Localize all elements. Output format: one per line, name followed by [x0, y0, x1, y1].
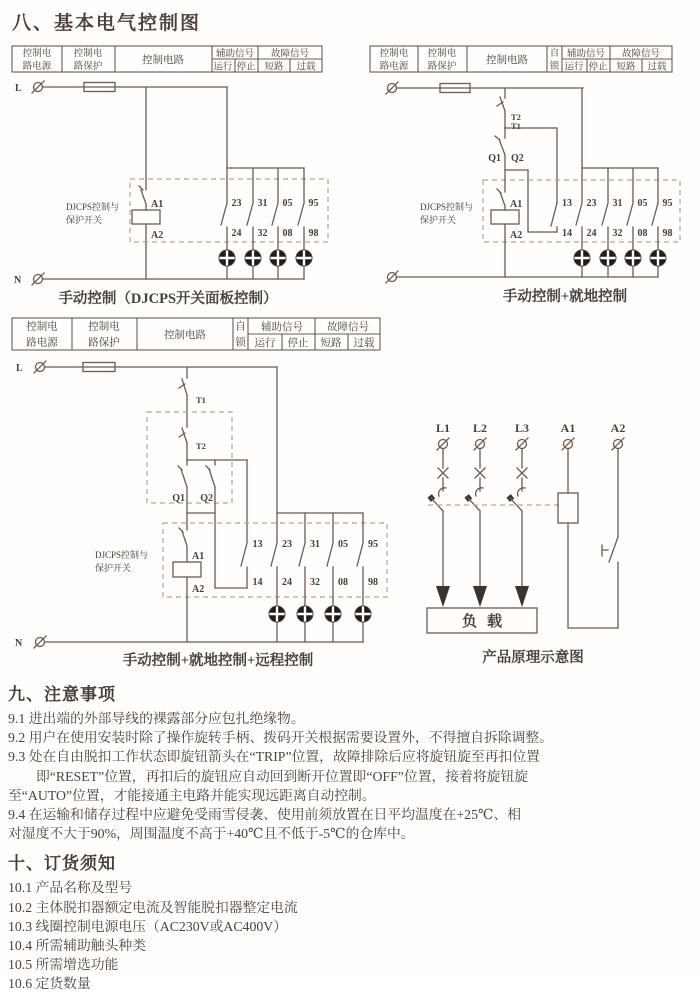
svg-text:停止: 停止: [236, 62, 256, 73]
coil-icon: [491, 210, 519, 224]
svg-text:05: 05: [282, 198, 293, 209]
svg-text:短路: 短路: [320, 338, 342, 349]
svg-text:31: 31: [310, 539, 320, 550]
svg-text:L2: L2: [472, 421, 488, 435]
terminal-labels: [436, 421, 625, 435]
svg-text:24: 24: [586, 228, 597, 239]
header-power: 控制电: [22, 49, 52, 59]
svg-text:13: 13: [252, 539, 263, 550]
indicator-lamp-icon: [219, 250, 235, 266]
schematic-caption: 产品原理示意图: [482, 650, 584, 666]
line-n-label: N: [15, 638, 23, 649]
svg-text:13: 13: [562, 198, 572, 209]
indicator-lamp-icon: [355, 606, 371, 622]
svg-text:32: 32: [310, 577, 320, 588]
header-circuit: 控制电路: [486, 55, 528, 66]
indicator-lamp-icon: [574, 250, 590, 266]
line-l-label: L: [16, 363, 23, 374]
pole-l1: [427, 438, 450, 607]
note-line: 9.2 用户在使用安装时除了操作旋转手柄、拨码开关根据需要设置外，不得擅自拆除调整。: [8, 730, 553, 746]
device-label: DJCPS控制与: [420, 202, 474, 212]
svg-text:路保护: 路保护: [427, 62, 457, 72]
coil-a2-label: A2: [192, 584, 205, 595]
coil-a1-label: A1: [151, 199, 164, 210]
indicator-lamp-icon: [269, 606, 285, 622]
svg-text:运行: 运行: [564, 62, 584, 73]
selflock-feed: [505, 128, 557, 203]
q1-label: Q1: [488, 153, 501, 164]
header-aux: 辅助信号: [261, 322, 303, 333]
svg-text:32: 32: [612, 228, 623, 239]
header-selflock: 自: [235, 321, 246, 333]
svg-text:运行: 运行: [254, 338, 276, 349]
svg-text:短路: 短路: [264, 62, 284, 73]
aux-contact: [609, 449, 618, 629]
device-label: DJCPS控制与: [66, 202, 120, 212]
svg-text:23: 23: [586, 198, 597, 209]
header-selflock: 自: [549, 49, 560, 59]
indicator-lamp-icon: [625, 250, 641, 266]
coil-a1-label: A1: [510, 199, 523, 210]
page-title: 八、基本电气控制图: [12, 13, 202, 34]
note-line: 9.3 处在自由脱扣工作状态即旋钮箭头在“TRIP”位置，故障排除后应将旋钮旋至再扣位置: [8, 749, 540, 765]
load-arrow-icon: [515, 586, 529, 607]
function-header-table: [12, 318, 380, 350]
coil-icon: [173, 562, 201, 577]
svg-text:98: 98: [368, 577, 378, 588]
svg-text:23: 23: [231, 198, 242, 209]
function-header-table: [370, 46, 672, 73]
coil-a2-label: A2: [151, 230, 164, 241]
header-power: 控制电: [379, 49, 409, 59]
indicator-lamp-icon: [325, 606, 341, 622]
circuit-lines: [15, 361, 387, 649]
contact-13-14: [551, 203, 557, 232]
header-protection: 控制电: [88, 321, 120, 333]
pole-l2: [464, 438, 487, 607]
header-power: 控制电: [26, 321, 58, 333]
svg-text:24: 24: [231, 228, 242, 239]
circuit-lines: [14, 81, 328, 286]
svg-text:过载: 过载: [353, 338, 375, 349]
svg-text:过载: 过载: [647, 62, 667, 73]
diagram1-caption: 手动控制（DJCPS开关面板控制）: [58, 291, 278, 307]
notes-section: [8, 680, 696, 994]
svg-text:L1: L1: [435, 421, 451, 435]
svg-text:短路: 短路: [616, 62, 636, 73]
indicator-lamp-icon: [245, 250, 261, 266]
coil-a2-label: A2: [510, 230, 523, 241]
coil-icon: [132, 210, 160, 224]
product-principle-schematic: [400, 410, 700, 677]
q1-switch: [178, 460, 187, 513]
indicator-lamp-icon: [297, 606, 313, 622]
ordering-item: 10.3 线圈控制电源电压（AC230V或AC400V）: [8, 918, 288, 934]
indicator-lamp-icon: [600, 250, 616, 266]
coil-a1-label: A1: [192, 551, 205, 562]
q2-switch: [206, 460, 247, 588]
branch-05-08: [270, 168, 293, 279]
svg-text:08: 08: [282, 228, 293, 239]
header-circuit: 控制电路: [164, 330, 206, 341]
svg-text:路电源: 路电源: [26, 337, 58, 349]
branch-95-98: [296, 168, 319, 279]
function-header-table: [12, 46, 322, 73]
svg-text:路电源: 路电源: [22, 62, 52, 72]
svg-text:路保护: 路保护: [88, 337, 120, 349]
ordering-item: 10.6 定货数量: [8, 976, 91, 992]
note-line: 9.4 在运输和储存过程中应避免受雨雪侵袭、使用前须放置在日平均温度在+25℃、相: [8, 807, 522, 823]
svg-text:05: 05: [637, 198, 648, 209]
header-aux: 辅助信号: [566, 49, 606, 60]
diagram-manual-local-control: [350, 40, 700, 315]
svg-text:L3: L3: [514, 421, 530, 435]
remote-dashed-box: [147, 412, 232, 503]
diagram2-caption: 手动控制+就地控制: [502, 289, 628, 305]
ordering-item: 10.2 主体脱扣器额定电流及智能脱扣器整定电流: [8, 899, 298, 915]
branch-31-32: [600, 168, 623, 277]
branch-31-32: [245, 168, 268, 279]
ordering-item: 10.5 所需增选功能: [8, 957, 119, 973]
coil-circuit: [558, 438, 624, 628]
svg-text:锁: 锁: [549, 62, 560, 72]
load-label: 负载: [461, 614, 513, 630]
svg-text:保护开关: 保护开关: [420, 215, 457, 225]
q2-label: Q2: [511, 153, 524, 164]
diagram3-caption: 手动控制+就地控制+远程控制: [122, 653, 314, 669]
branch-05-08: [325, 513, 348, 642]
header-fault: 故障信号: [621, 49, 661, 60]
svg-text:锁: 锁: [235, 337, 246, 349]
q2-label: Q2: [200, 493, 213, 504]
line-n-label: N: [14, 275, 22, 286]
ordering-item: 10.4 所需辅助触头种类: [8, 938, 146, 954]
line-l-label: L: [15, 83, 22, 94]
t2-label: T2: [511, 112, 521, 122]
svg-text:A1: A1: [560, 421, 576, 435]
svg-text:32: 32: [257, 228, 268, 239]
svg-text:31: 31: [257, 198, 268, 209]
ordering-title: 十、订货须知: [8, 854, 116, 874]
trip-contact: [497, 88, 505, 128]
note-line: 对湿度不大于90%，周围温度不高于+40℃且不低于-5℃的仓库中。: [8, 826, 415, 842]
device-label: DJCPS控制与: [95, 550, 149, 560]
svg-text:路电源: 路电源: [379, 62, 409, 72]
load-arrow-icon: [436, 586, 450, 607]
branch-23-24: [269, 513, 292, 642]
header-fault: 故障信号: [327, 322, 369, 333]
diagram-manual-panel-control: [0, 40, 345, 315]
circuit-lines: [386, 82, 680, 283]
note-line: 至“AUTO”位置，才能接通主电路并能实现远距离自动控制。: [8, 787, 376, 803]
svg-text:路保护: 路保护: [73, 62, 103, 72]
svg-text:31: 31: [612, 198, 623, 209]
svg-text:08: 08: [637, 228, 648, 239]
indicator-lamp-icon: [270, 250, 286, 266]
note-line: 9.1 进出端的外部导线的裸露部分应包扎绝缘物。: [8, 711, 305, 726]
svg-text:14: 14: [562, 228, 572, 239]
header-circuit: 控制电路: [142, 55, 184, 66]
svg-text:95: 95: [368, 539, 378, 550]
header-protection: 控制电: [427, 49, 457, 59]
t2-contact: [179, 428, 187, 460]
q1-label: Q1: [172, 493, 185, 504]
header-protection: 控制电: [73, 49, 103, 59]
indicator-lamp-icon: [650, 250, 666, 266]
svg-text:23: 23: [282, 539, 292, 550]
svg-text:08: 08: [338, 577, 348, 588]
svg-text:保护开关: 保护开关: [66, 215, 103, 225]
contact-13-14: [241, 460, 247, 588]
svg-text:14: 14: [252, 577, 263, 588]
ordering-item: 10.1 产品名称及型号: [8, 880, 133, 896]
pole-l3: [506, 438, 529, 607]
branch-95-98: [650, 168, 673, 277]
header-fault: 故障信号: [270, 49, 310, 60]
coil-icon: [558, 493, 578, 523]
svg-text:停止: 停止: [588, 62, 608, 73]
svg-text:95: 95: [308, 198, 319, 209]
svg-text:过载: 过载: [296, 62, 316, 73]
diagram-manual-local-remote-control: [0, 315, 400, 677]
svg-text:停止: 停止: [287, 338, 309, 349]
svg-text:24: 24: [282, 577, 292, 588]
header-aux: 辅助信号: [215, 49, 255, 60]
branch-31-32: [297, 513, 320, 642]
t1-contact: [179, 367, 187, 427]
t1-label: T1: [196, 395, 206, 405]
load-arrow-icon: [473, 586, 487, 607]
branch-95-98: [355, 513, 378, 642]
t1-label: T1: [511, 121, 521, 131]
note-line: 即“RESET”位置，再扣后的旋钮应自动回到断开位置即“OFF”位置，接着将旋钮旋: [36, 768, 529, 784]
coil-branch: [139, 87, 146, 279]
svg-text:运行: 运行: [213, 62, 233, 73]
indicator-lamp-icon: [296, 250, 312, 266]
notes-title: 九、注意事项: [8, 685, 116, 704]
t2-label: T2: [196, 441, 206, 451]
svg-text:95: 95: [662, 198, 673, 209]
svg-text:保护开关: 保护开关: [95, 563, 132, 573]
branch-23-24: [219, 168, 242, 279]
branch-05-08: [625, 168, 648, 277]
svg-text:98: 98: [308, 228, 319, 239]
branch-23-24: [574, 168, 597, 277]
svg-text:98: 98: [662, 228, 673, 239]
svg-text:A2: A2: [610, 421, 626, 435]
svg-text:05: 05: [338, 539, 348, 550]
